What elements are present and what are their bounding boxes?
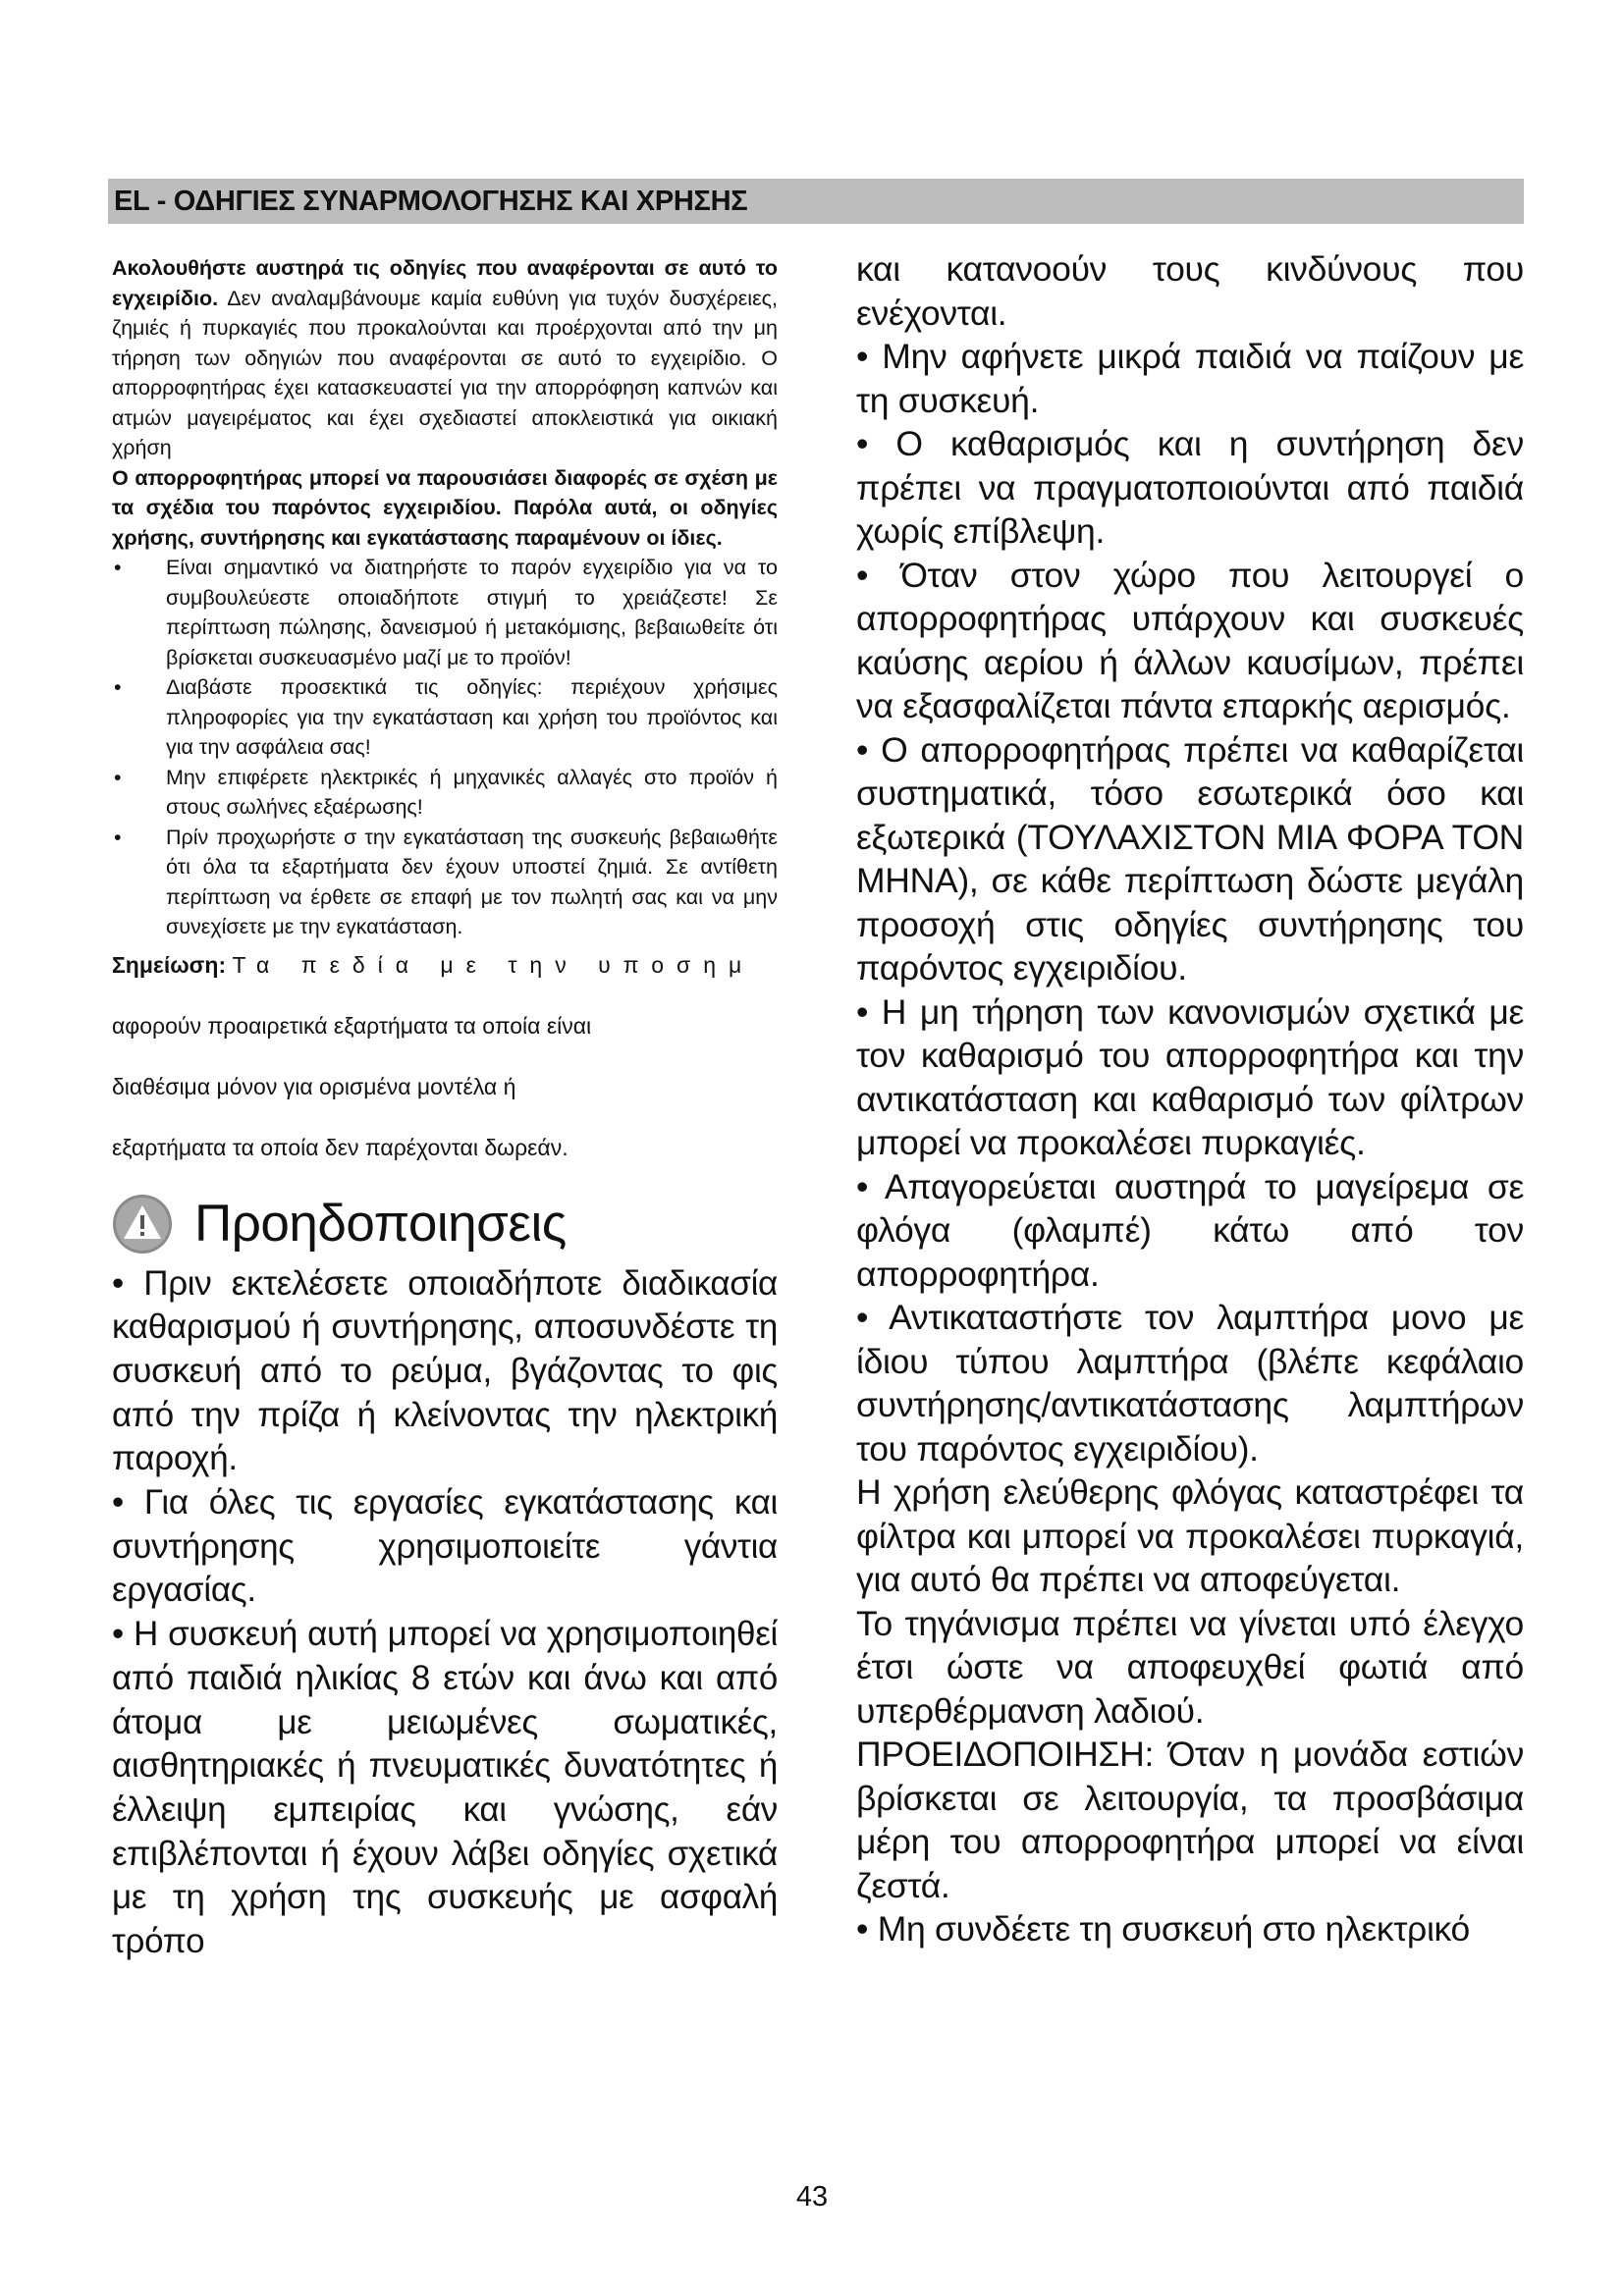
warning-paragraph: • Όταν στον χώρο που λειτουργεί ο απορροφητήρας υπάρχουν και συσκευές καύσης αερίου ή άλλων καυσίμων, πρέπει να εξασφαλίζεται πάντα επαρκής αερισμός.	[856, 555, 1524, 725]
intro-text: Δεν αναλαμβάνουμε καμία ευθύνη για τυχόν δυσχέρειες, ζημιές ή πυρκαγιές που προκαλούνται και προέρχονται από την μη τήρηση των οδηγιών που αναφέρονται σε αυτό το εγχειρίδιο. Ο απορροφητήρας έχει κατασκευαστεί για την απορρόφηση καπνών και ατμών μαγειρέματος και έχει σχεδιαστεί αποκλειστικά για οικιακή χρήση	[112, 286, 778, 459]
warning-paragraph: • Μην αφήνετε μικρά παιδιά να παίζουν με τη συσκευή.	[856, 337, 1524, 420]
bullet-mark: •	[114, 825, 122, 849]
section-header-title: EL - ΟΔΗΓΙΕΣ ΣΥΝΑΡΜΟΛΟΓΗΣΗΣ ΚΑΙ ΧΡΗΣΗΣ	[114, 186, 748, 217]
warning-paragraph: ΠΡΟΕΙΔΟΠΟΙΗΣΗ: Όταν η μονάδα εστιών βρίσκεται σε λειτουργία, τα προσβάσιμα μέρη του απορροφητήρα μπορεί να είναι ζεστά.	[856, 1735, 1524, 1905]
list-item	[112, 672, 778, 763]
warning-paragraph: Η χρήση ελεύθερης φλόγας καταστρέφει τα φίλτρα και μπορεί να προκαλέσει πυρκαγιά, για αυτό θα πρέπει να αποφεύγεται.	[856, 1472, 1524, 1599]
warning-paragraph: • Πριν εκτελέσετε οποιαδήποτε διαδικασία καθαρισμού ή συντήρησης, αποσυνδέστε τη συσκευή από το ρεύμα, βγάζοντας το φις από την πρίζα ή κλείνοντας την ηλεκτρική παροχή.	[112, 1263, 778, 1478]
list-item-text: Διαβάστε προσεκτικά τις οδηγίες: περιέχουν χρήσιμες πληροφορίες για την εγκατάσταση και χρήση του προϊόντος και για την ασφάλεια σας!	[166, 675, 778, 759]
note-line-4: εξαρτήματα τα οποία δεν παρέχονται δωρεάν.	[112, 1134, 568, 1160]
section-header	[108, 179, 1524, 224]
warning-paragraph: • Για όλες τις εργασίες εγκατάστασης και συντήρησης χρησιμοποιείτε γάντια εργασίας.	[112, 1483, 778, 1610]
intro-notice: Ο απορροφητήρας μπορεί να παρουσιάσει διαφορές σε σχέση με τα σχέδια του παρόντος εγχειριδίου. Παρόλα αυτά, οι οδηγίες χρήσης, συντήρησης και εγκατάστασης παραμένουν οι ίδιες.	[112, 465, 778, 550]
warnings-heading	[112, 1192, 778, 1256]
note-label: Σημείωση:	[112, 951, 227, 978]
warning-paragraph: • Αντικαταστήστε τον λαμπτήρα μονο με ίδιου τύπου λαμπτήρα (βλέπε κεφάλαιο συντήρησης/αντικατάστασης λαμπτήρων του παρόντος εγχειριδίου).	[856, 1298, 1524, 1468]
note-line-1	[112, 948, 778, 982]
note-line-3: διαθέσιμα μόνον για ορισμένα μοντέλα ή	[112, 1073, 516, 1099]
left-column	[112, 253, 778, 1964]
instruction-list	[112, 553, 778, 942]
intro-bold-lead: Ακολουθήστε αυστηρά τις οδηγίες που αναφέρονται σε αυτό το εγχειρίδιο.	[112, 256, 778, 310]
warnings-title: Προηδοποιησεις	[194, 1194, 567, 1253]
note-spaced-text: Τα πεδία με την υποσημ	[232, 951, 755, 978]
warning-paragraph: και κατανοούν τους κινδύνους που ενέχονται.	[856, 249, 1524, 333]
bullet-mark: •	[114, 556, 122, 579]
list-item	[112, 823, 778, 942]
right-column	[856, 247, 1524, 1951]
list-item	[112, 553, 778, 672]
warning-paragraph: • Απαγορεύεται αυστηρά το μαγείρεμα σε φλόγα (φλαμπέ) κάτω από τον απορροφητήρα.	[856, 1166, 1524, 1294]
warning-icon	[112, 1194, 173, 1255]
warning-paragraph: • Η μη τήρηση των κανονισμών σχετικά με τον καθαρισμό του απορροφητήρα και την αντικατάσταση και καθαρισμό των φίλτρων μπορεί να προκαλέσει πυρκαγιές.	[856, 991, 1524, 1162]
bullet-mark: •	[114, 765, 122, 789]
warning-paragraph: Το τηγάνισμα πρέπει να γίνεται υπό έλεγχο έτσι ώστε να αποφευχθεί φωτιά από υπερθέρμανση λαδιού.	[856, 1603, 1524, 1731]
page-number: 43	[795, 2181, 829, 2213]
list-item-text: Μην επιφέρετε ηλεκτρικές ή μηχανικές αλλαγές στο προϊόν ή στους σωλήνες εξαέρωσης!	[166, 765, 778, 819]
list-item	[112, 763, 778, 823]
list-item-text: Πρίν προχωρήστε σ την εγκατάσταση της συσκευής βεβαιωθήτε ότι όλα τα εξαρτήματα δεν έχουν υποστεί ζημιά. Σε αντίθετη περίπτωση να έρθετε σε επαφή με τον πωλητή σας και να μην συνεχίσετε με την εγκατάσταση.	[166, 825, 778, 938]
warning-paragraph: • Η συσκευή αυτή μπορεί να χρησιμοποιηθεί από παιδιά ηλικίας 8 ετών και άνω και από άτομα με μειωμένες σωματικές, αισθητηριακές ή πνευματικές δυνατότητες ή έλλειψη εμπειρίας και γνώσης, εάν επιβλέπονται ή έχουν λάβει οδηγίες σχετικά με τη χρήση της συσκευής με ασφαλή τρόπο	[112, 1615, 778, 1961]
intro-paragraph	[112, 253, 778, 463]
list-item-text: Είναι σημαντικό να διατηρήστε το παρόν εγχειρίδιο για να το συμβουλεύεστε οποιαδήποτε στιγμή το χρειάζεστε! Σε περίπτωση πώλησης, δανεισμού ή μετακόμισης, βεβαιωθείτε ότι βρίσκεται συσκευασμένο μαζί με το προϊόν!	[166, 556, 778, 669]
bullet-mark: •	[114, 675, 122, 699]
warning-paragraph: • Ο καθαρισμός και η συντήρηση δεν πρέπει να πραγματοποιούνται από παιδιά χωρίς επίβλεψη.	[856, 424, 1524, 551]
note-line-2: αφορούν προαιρετικά εξαρτήματα τα οποία είναι	[112, 1012, 592, 1039]
warning-paragraph: • Μη συνδέετε τη συσκευή στο ηλεκτρικό	[856, 1909, 1471, 1949]
warning-paragraph: • Ο απορροφητήρας πρέπει να καθαρίζεται συστηματικά, τόσο εσωτερικά όσο και εξωτερικά (ΤΟΥΛΑΧΙΣΤΟΝ ΜΙΑ ΦΟΡΑ ΤΟΝ ΜΗΝΑ), σε κάθε περίπτωση δώστε μεγάλη προσοχή στις οδηγίες συντήρησης του παρόντος εγχειριδίου.	[856, 729, 1524, 988]
